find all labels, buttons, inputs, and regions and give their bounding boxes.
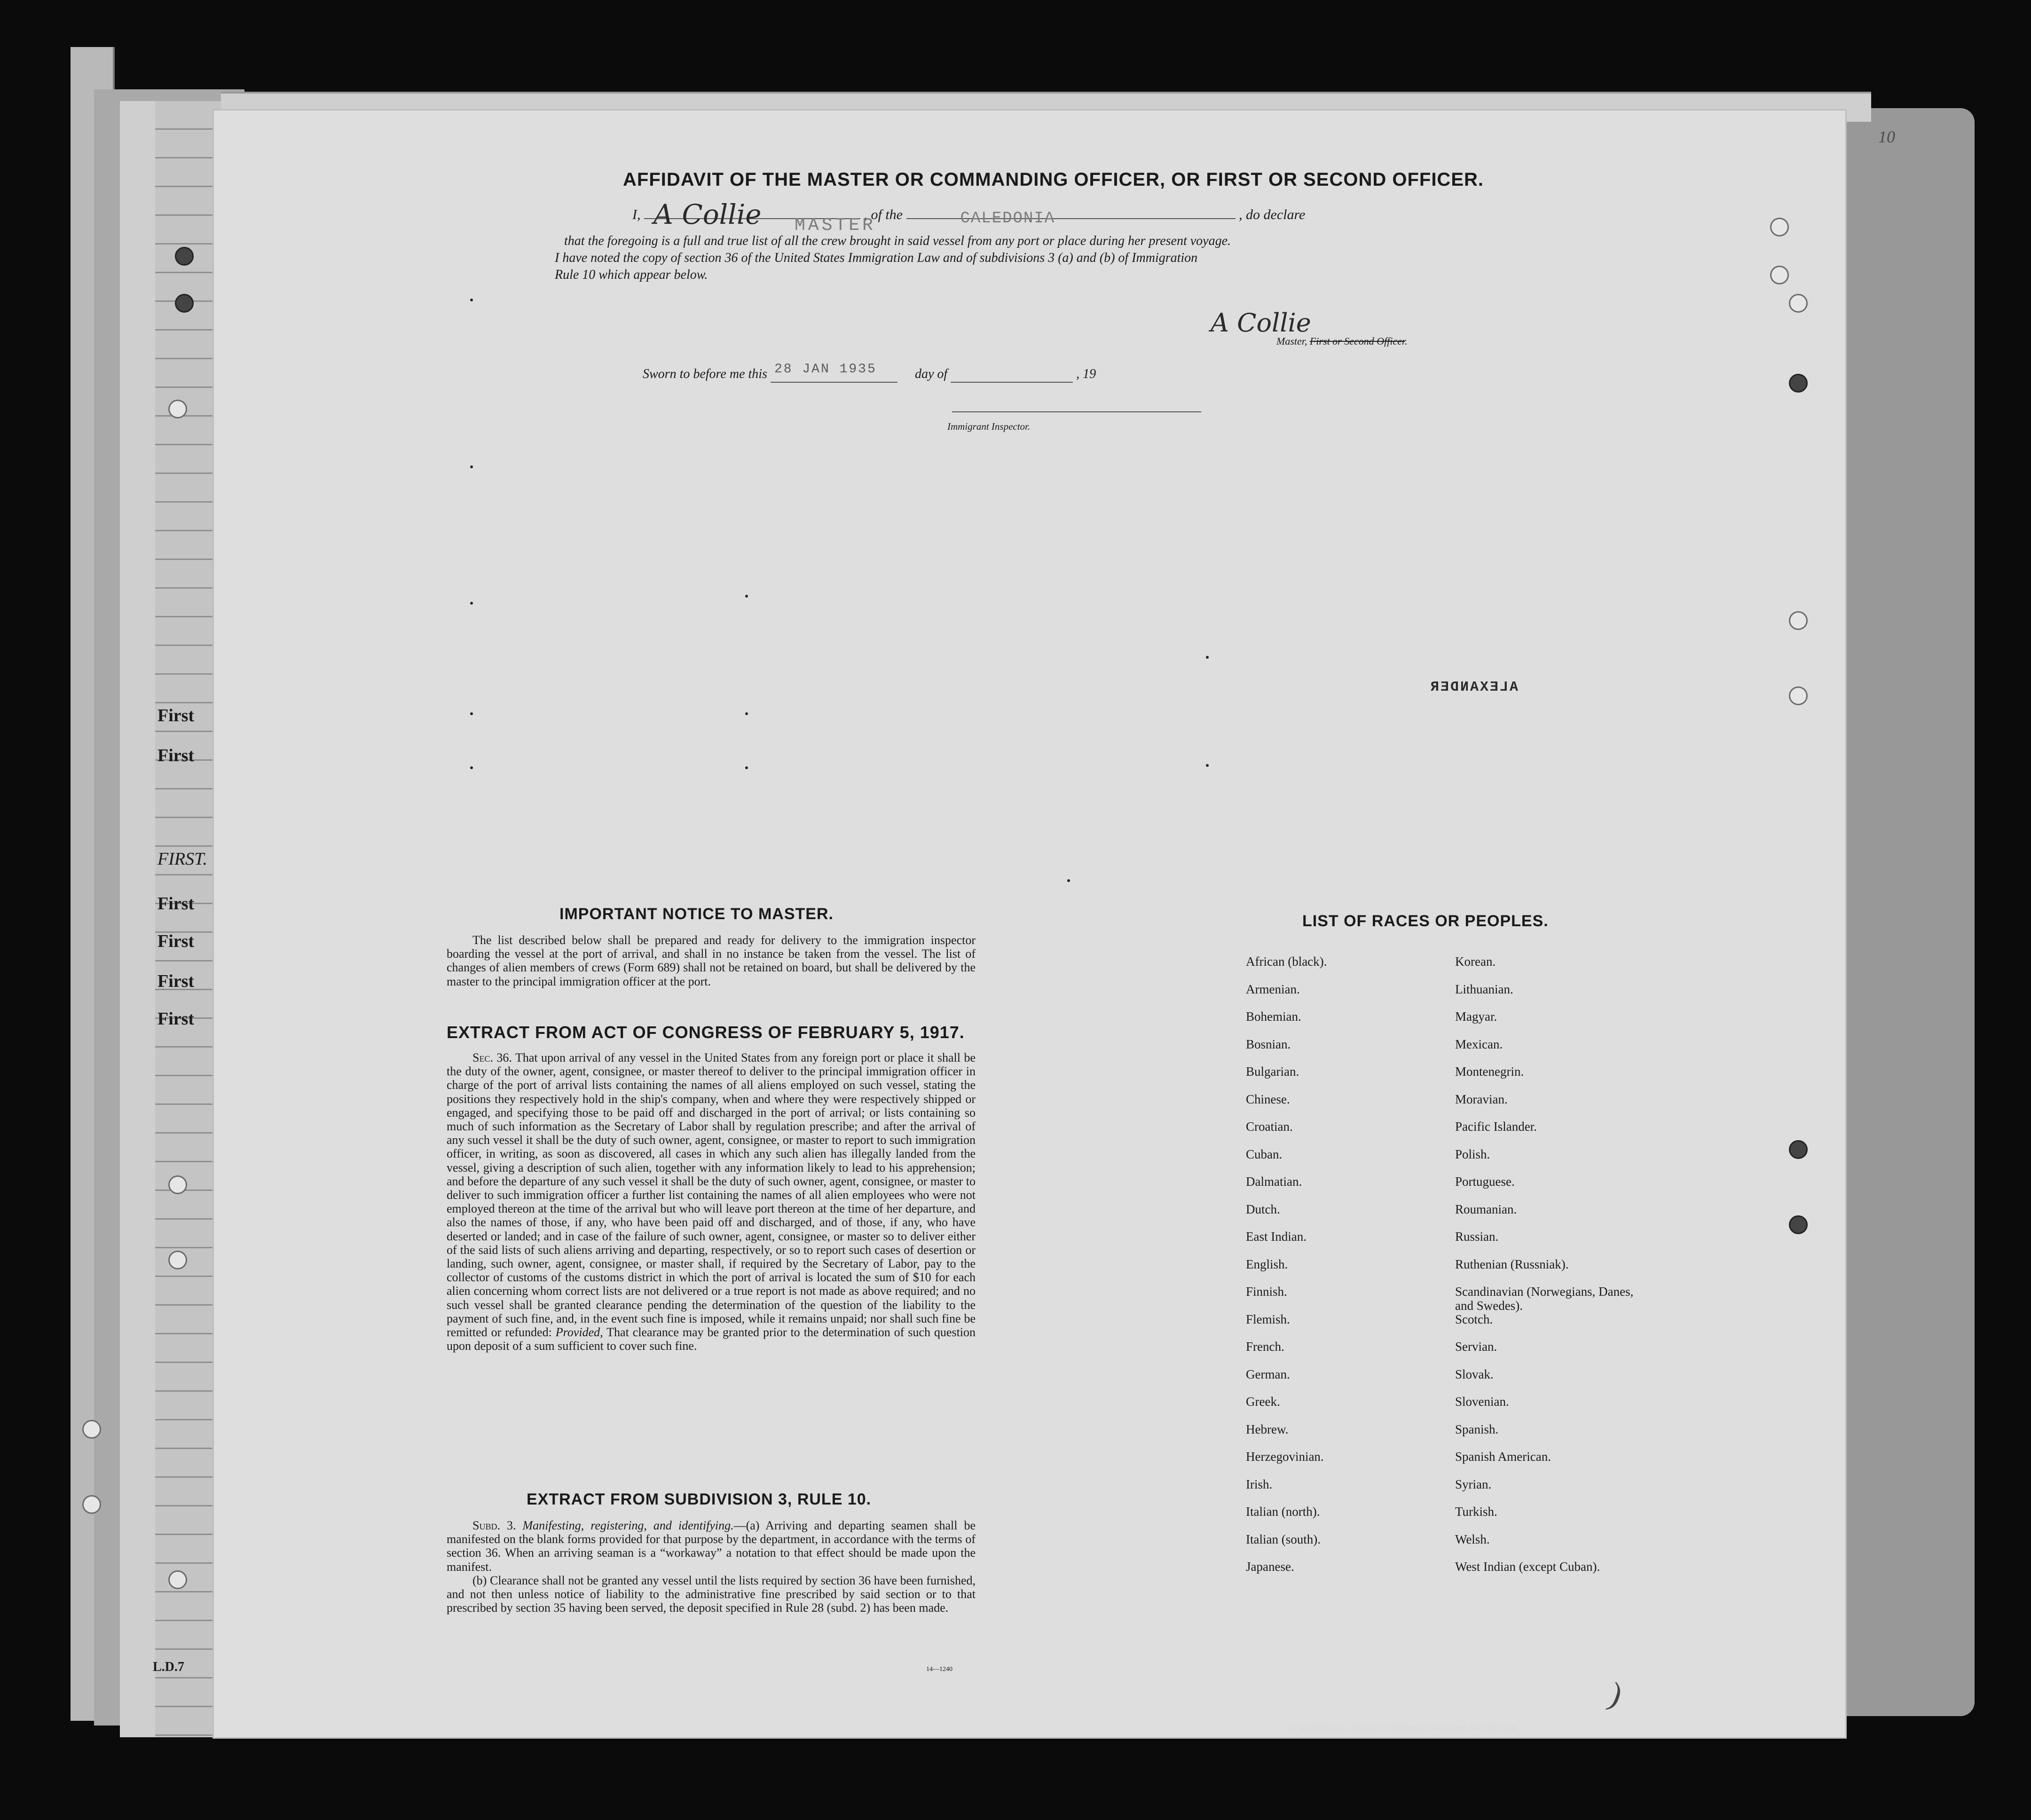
fragment-text: First: [157, 1009, 195, 1029]
race-item: Hebrew.: [1246, 1422, 1289, 1436]
footer-note: is punishable by a fine of Ten Dollars for each alien. See other side.: [1291, 1723, 1519, 1733]
subdivision-label: Subd. 3.: [472, 1519, 516, 1532]
punch-hole: [82, 1420, 101, 1439]
punch-hole: [1789, 374, 1808, 393]
ink-dot: [470, 465, 473, 468]
race-item: Magyar.: [1455, 1009, 1497, 1024]
affidavit-page: [214, 110, 1895, 1737]
section-label: Sec. 36.: [472, 1051, 512, 1064]
vessel-field: [906, 210, 1236, 228]
ink-dot: [745, 766, 748, 769]
race-item: Pacific Islander.: [1455, 1119, 1537, 1134]
ink-dot: [1067, 879, 1070, 882]
race-item: Turkish.: [1455, 1505, 1497, 1519]
race-item: East Indian.: [1246, 1229, 1307, 1244]
punch-hole: [82, 1495, 101, 1514]
race-item: Flemish.: [1246, 1312, 1290, 1326]
race-item: Spanish.: [1455, 1422, 1499, 1436]
race-item: German.: [1246, 1367, 1290, 1381]
corner-page-number: 10: [1878, 127, 1895, 146]
notice-title: IMPORTANT NOTICE TO MASTER.: [559, 905, 834, 923]
affidavit-text: Rule 10 which appear below.: [555, 268, 708, 282]
rule-extract-body: [447, 1519, 976, 1615]
race-item: Syrian.: [1455, 1477, 1492, 1491]
race-item: Dutch.: [1246, 1202, 1280, 1216]
do-declare-label: , do declare: [1239, 207, 1306, 222]
notice-paragraph: The list described below shall be prepared and ready for delivery to the immigration inspector boarding the vessel at the port of arrival, and shall in no instance be taken from the vessel. The list of changes of alien members of crews (Form 689) shall not be retained on board, but shall be delivered by the master to the principal immigration officer at the port.: [447, 933, 976, 988]
race-item: African (black).: [1246, 954, 1327, 969]
race-item: Welsh.: [1455, 1532, 1490, 1546]
race-item: Korean.: [1455, 954, 1496, 969]
race-item: Cuban.: [1246, 1147, 1283, 1161]
race-item: Japanese.: [1246, 1560, 1294, 1574]
race-item: Scandinavian (Norwegians, Danes, and Swedes).: [1455, 1284, 1634, 1313]
race-item: Ruthenian (Russniak).: [1455, 1257, 1569, 1271]
race-item: Dalmatian.: [1246, 1174, 1302, 1189]
affidavit-text: I have noted the copy of section 36 of the United States Immigration Law and of subdivisions 3 (a) and (b) of Immigration: [555, 251, 1198, 265]
punch-hole: [168, 1251, 187, 1269]
punch-hole: [175, 294, 194, 313]
race-item: Lithuanian.: [1455, 982, 1513, 996]
fragment-text: First: [157, 894, 195, 914]
vessel-name-stamp: CALEDONIA: [960, 210, 1055, 228]
fragment-text: L.D.7: [153, 1660, 184, 1674]
race-item: Montenegrin.: [1455, 1064, 1524, 1079]
rule-para-a: —(a) Arriving and departing seamen shall be manifested on the blank forms provided for that purpose by the department, in accordance with the terms of section 36. When an arriving seaman is a “workaway” a notation to that effect should be made upon the manifest.: [447, 1519, 976, 1574]
punch-hole: [1789, 686, 1808, 705]
races-column-right: [1455, 954, 1662, 1587]
ink-dot: [470, 712, 473, 715]
affidavit-title: AFFIDAVIT OF THE MASTER OR COMMANDING OFFICER, OR FIRST OR SECOND OFFICER.: [623, 169, 1484, 190]
month-field: [951, 367, 1073, 383]
sworn-date-field: [771, 362, 897, 383]
rule-extract-title: EXTRACT FROM SUBDIVISION 3, RULE 10.: [527, 1490, 872, 1508]
punch-hole: [1770, 218, 1789, 236]
punch-hole: [175, 247, 194, 266]
race-item: English.: [1246, 1257, 1288, 1271]
races-column-left: [1246, 954, 1327, 1587]
ink-dot: [470, 602, 473, 605]
race-item: Finnish.: [1246, 1284, 1287, 1299]
inspector-signature-line: [952, 411, 1201, 412]
sworn-label: Sworn to before me this: [643, 367, 767, 381]
races-title: LIST OF RACES OR PEOPLES.: [1302, 912, 1549, 930]
affidavit-prefix: I,: [632, 207, 641, 222]
ink-dot: [1206, 656, 1209, 659]
date-stamp: 28 JAN 1935: [774, 362, 877, 377]
mirrored-stamp: ALEXANDER: [1429, 679, 1519, 695]
rank-stamp: MASTER: [795, 215, 876, 236]
race-item: Bohemian.: [1246, 1009, 1301, 1024]
notice-body: [447, 933, 976, 988]
punch-hole: [1770, 266, 1789, 284]
race-item: Bulgarian.: [1246, 1064, 1299, 1079]
ink-dot: [745, 595, 748, 598]
ink-dot: [470, 299, 473, 301]
race-item: Greek.: [1246, 1395, 1280, 1409]
punch-hole: [1789, 294, 1808, 313]
race-item: Italian (south).: [1246, 1532, 1321, 1546]
race-item: Armenian.: [1246, 982, 1300, 996]
form-number: 14—1240: [926, 1666, 953, 1673]
fragment-text: First: [157, 706, 195, 725]
punch-hole: [168, 1175, 187, 1194]
affidavit-text: that the foregoing is a full and true list of all the crew brought in said vessel from any port or place during her present voyage.: [564, 234, 1231, 248]
race-item: Servian.: [1455, 1339, 1497, 1354]
act-extract-body: [447, 1051, 976, 1353]
race-item: Scotch.: [1455, 1312, 1493, 1326]
race-item: Roumanian.: [1455, 1202, 1517, 1216]
affidavit-declaration-line: [632, 198, 1306, 236]
signature-caption: [1276, 335, 1408, 347]
punch-hole: [168, 1570, 187, 1589]
sworn-line: [643, 362, 1096, 383]
punch-hole: [1789, 611, 1808, 630]
race-item: Polish.: [1455, 1147, 1490, 1161]
day-of-label: day of: [914, 367, 948, 381]
race-item: Russian.: [1455, 1229, 1499, 1244]
race-item: Moravian.: [1455, 1092, 1508, 1106]
race-item: Portuguese.: [1455, 1174, 1515, 1189]
master-signature: A Collie: [1211, 308, 1311, 338]
race-item: Slovak.: [1455, 1367, 1494, 1381]
act-text: That upon arrival of any vessel in the United States from any foreign port or place it shall be the duty of the owner, agent, consignee, or master thereof to deliver to the principal immigration officer in charge of the port of arrival lists containing the names of all aliens employed on such vessel, stating the positions they respectively hold in the ship's company, when and where they were respectively shipped or engaged, and specifying those to be paid off and discharged in the port of arrival; or lists containing so much of such information as the Secretary of Labor shall by regulation prescribe; and after the arrival of any such vessel it shall be the duty of such owner, agent, consignee, or master to report to such immigration officer, in writing, as soon as discovered, all cases in which any such alien has illegally landed from the vessel, giving a description of such alien, together with any information likely to lead to his apprehension; and before the departure of any such vessel it shall be the duty of such owner, agent, consignee, or master to deliver to such immigration officer a further list containing the names of all alien employees who were not employed thereon at the time of the arrival but who will leave port thereon at the time of her departure, and also the names of those, if any, who have been paid off and discharged, and of those, if any, who have deserted or landed; and in case of the failure of such owner, agent, consignee, or master so to deliver either of the said lists of such aliens arriving and departing, respectively, or so to report such cases of desertion or landing, such owner, agent, consignee, or master shall, if required by the Secretary of Labor, pay to the collector of customs of the customs district in which the port of arrival is located the sum of $10 for each alien concerning whom correct lists are not delivered or a true report is not made as above required; and no such vessel shall be granted clearance pending the determination of the question of the liability to the payment of such fine, and, in the event such fine is imposed, while it remains unpaid; nor shall such fine be remitted or refunded:: [447, 1051, 976, 1339]
caption-struck: First or Second Officer: [1309, 335, 1405, 347]
punch-hole: [168, 400, 187, 418]
rule-para-b: (b) Clearance shall not be granted any vessel until the lists required by section 36 have been furnished, and not then unless notice of liability to the administrative fine prescribed by said section or to that prescribed by section 35 having been served, the deposit specified in Rule 28 (subd. 2) has been made.: [447, 1573, 976, 1615]
subdivision-heading: Manifesting, registering, and identifying.: [522, 1519, 734, 1532]
ink-dot: [470, 766, 473, 769]
caption-end: .: [1405, 335, 1408, 347]
ink-dot: [1206, 764, 1209, 767]
race-item: Chinese.: [1246, 1092, 1290, 1106]
ink-dot: [745, 712, 748, 715]
punch-hole: [1789, 1140, 1808, 1159]
inspector-caption: Immigrant Inspector.: [947, 421, 1031, 432]
race-item: Herzegovinian.: [1246, 1450, 1324, 1464]
fragment-text: First: [157, 746, 195, 765]
fragment-text: FIRST.: [157, 849, 207, 869]
provided-word: Provided,: [555, 1325, 603, 1339]
punch-hole: [1789, 1215, 1808, 1234]
race-item: Spanish American.: [1455, 1450, 1551, 1464]
name-field: [644, 198, 876, 236]
race-item: Mexican.: [1455, 1037, 1503, 1051]
act-text-end: That clearance may be granted prior to the determination of such question upon deposit of a sum sufficient to cover such fine.: [447, 1325, 976, 1353]
race-item: West Indian (except Cuban).: [1455, 1560, 1600, 1574]
of-the-label: , of the: [864, 207, 903, 222]
race-item: Irish.: [1246, 1477, 1273, 1491]
year-label: , 19: [1076, 367, 1096, 381]
race-item: Croatian.: [1246, 1119, 1293, 1134]
fragment-text: First: [157, 931, 195, 951]
race-item: French.: [1246, 1339, 1284, 1354]
race-item: Slovenian.: [1455, 1395, 1509, 1409]
handwritten-signature: A Collie: [653, 198, 762, 230]
race-item: Italian (north).: [1246, 1505, 1320, 1519]
act-extract-title: EXTRACT FROM ACT OF CONGRESS OF FEBRUARY 5, 1917.: [447, 1023, 965, 1042]
fragment-text: First: [157, 971, 195, 991]
caption-master: Master,: [1276, 335, 1310, 347]
pencil-mark: ): [1604, 1676, 1627, 1714]
race-item: Bosnian.: [1246, 1037, 1291, 1051]
